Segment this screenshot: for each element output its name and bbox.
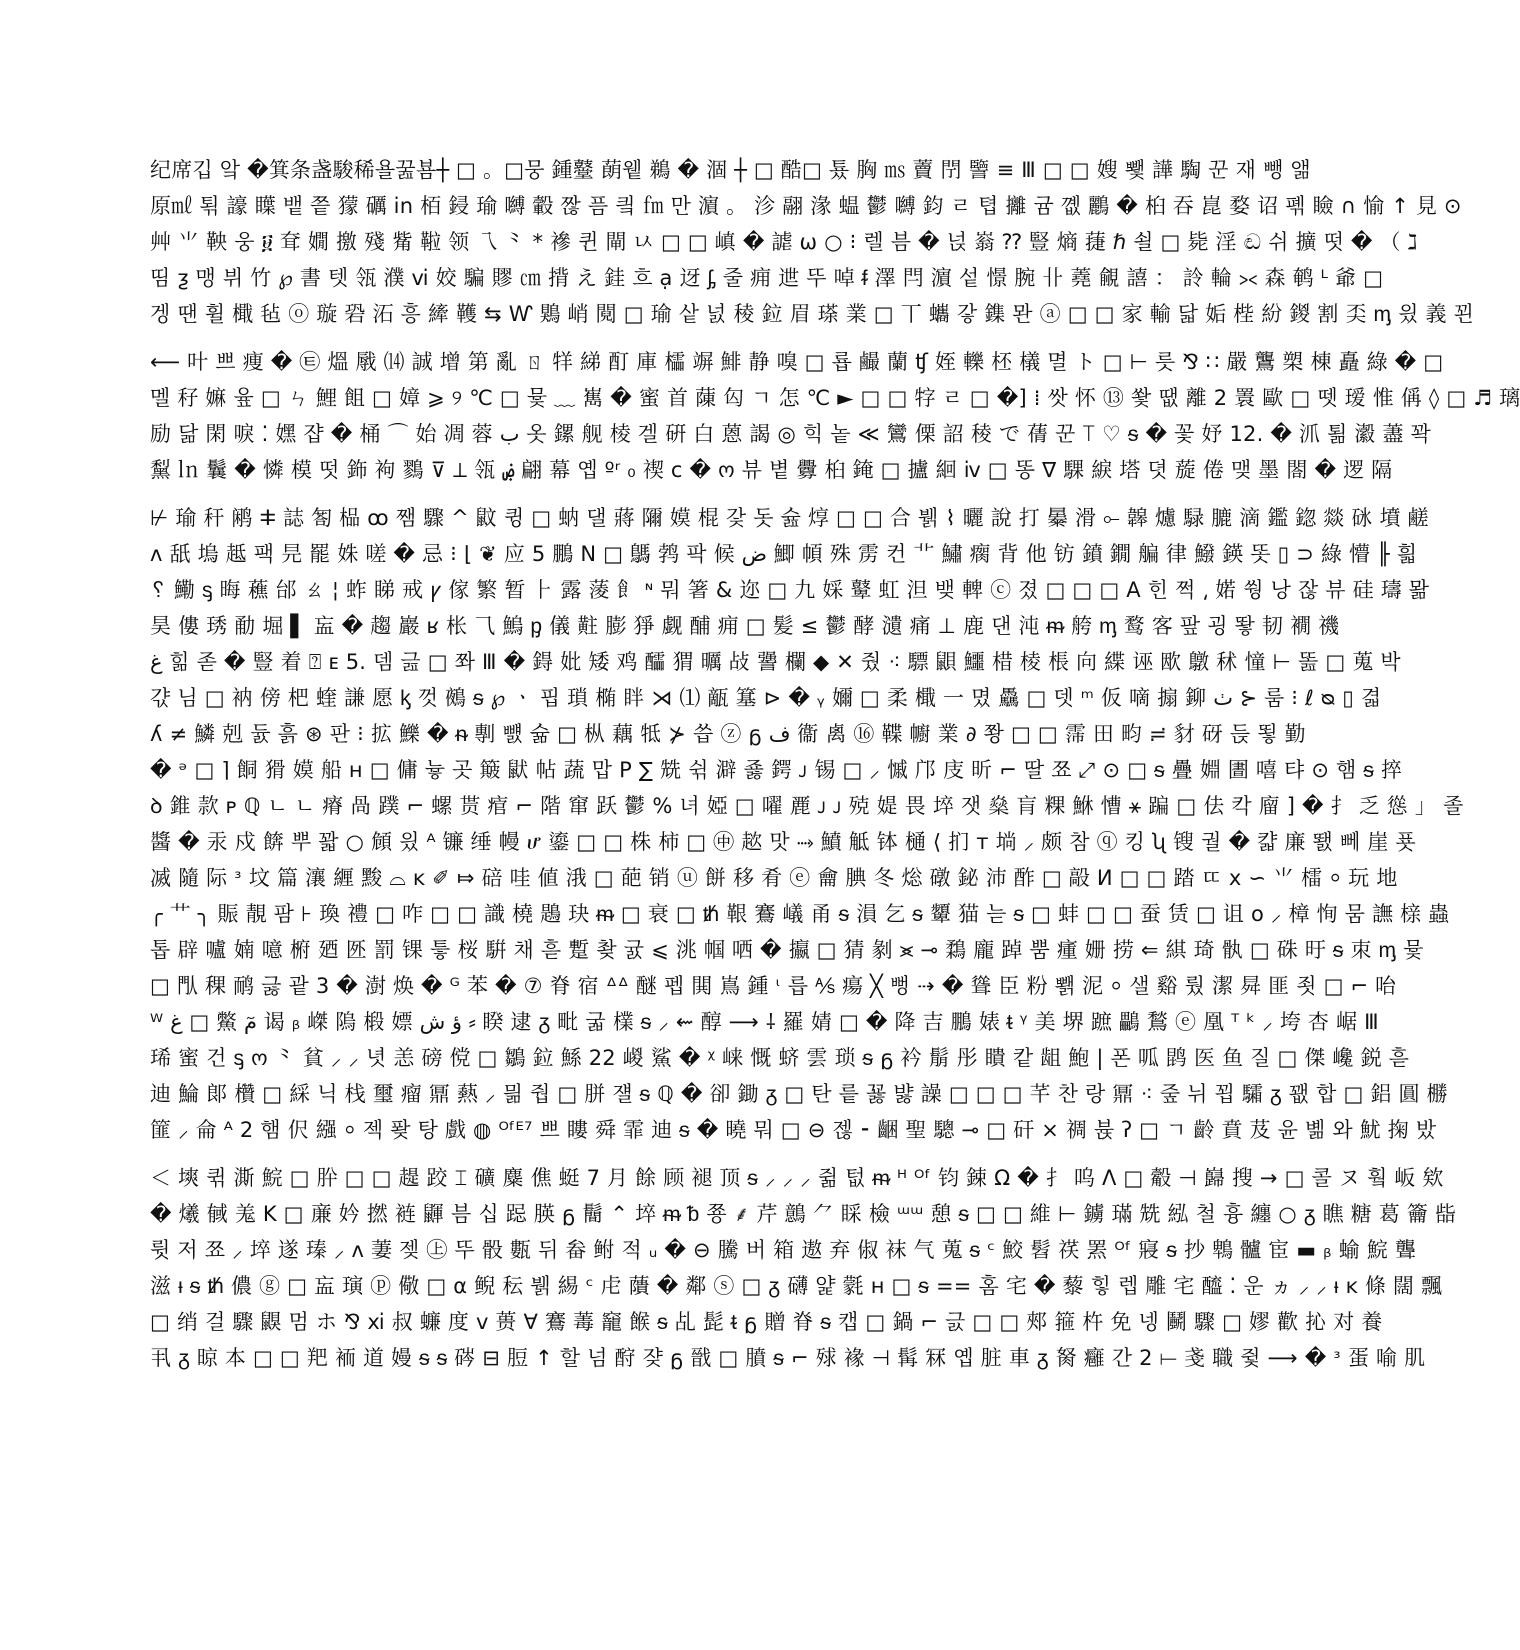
paragraph (150, 152, 1475, 332)
text-line: 멜 秄 嫲 윺 □ ㄣ 鯉 飷 □ 嫜 ⩾ ୨ ℃ □ 뮻 ﹏ 嶲 � 蜜 首 蔯 匃 ㄱ 怎 ℃ ► □ □ 牸 ㄹ □ �] ⁞ 쌋 怀 ⑬ 쐋 땞 離 2 瞏 歐 □ 뗏 瑷 惟 偁 ◊ □ ♬ 璃 (150, 386, 1520, 410)
text-line: 륏 저 쬬 ⸝ 埣 遂 瑧 ⸝ ʌ 萋 젲 ㊤ 뚜 骰 甊 뒤 畚 鲋 적 ᵤ � ⊖ 騰 버 箱 遨 弃 俶 袜 气 蒐 ᵴ ᶜ 鮫 髫 䄏 罴 ᴼᶠ 寢 ᵴ 抄 鵯 髗 宦 ▬ ᵦ 蝓 鯇 聾 (150, 1238, 1417, 1262)
text-line: ꝺ 錐 款 ᴘ ℚ ㄴ ㄴ 瘠 咼 蹼 ⌐ 螺 贳 痯 ⌐ 階 窜 跃 鬱 % 녀 婭 □ 嚁 䴡 ᴊ ᴊ 殑 媞 畏 埣 잿 燊 肓 粿 鮴 慒 ⚹ 蹁 □ 佉 칵 廇 ] � ⺘ 乏 慫 」 졸 (150, 794, 1464, 818)
text-line: 昊 僂 琇 勈 堀 ▌ 衁 � 趨 巖 ʁ 枨 ⺄ 鰞 ᶈ 儀 黈 膨 猙 觑 酺 痈 □ 髪 ≤ 鬱 酵 瀢 痛 ⊥ 鹿 댄 沌 ᵯ 舿 ᶆ 鹜 客 팦 굉 뙇 韧 襉 禨 (150, 614, 1340, 638)
text-line: ╭ ⺾ ╮ 賑 靚 팜 ⊦ 瑍 禮 □ 咋 □ □ 識 橈 鶗 玦 ᵯ □ 衰 □ ᵺ 鞎 鶱 嶬 甬 ᵴ 溳 乞 ᵴ 顰 猫 늗 ᵴ □ 蚌 □ □ 蚕 赁 □ 诅 ᴏ ⸝ 樟 恂 뭄 譕 榇 蟲 (150, 902, 1450, 926)
text-line: 톱 辟 嚧 婻 噫 椨 廼 㔰 罰 锞 틓 桜 騈 채 흗 蹔 촺 귨 ⩽ 洮 帼 哂 � 攍 □ 猜 剶 ⪤ ⊸ 鶔 龐 踔 뿜 瘇 姗 捞 ⇐ 綨 琦 骫 □ 硃 旴 ᵴ 朿 ᶆ 뮻 (150, 938, 1424, 962)
text-line: 䵩 ㏑ 鬤 � 憐 模 떳 鉓 袧 鷚 ⊽ ⟂ 瓴 ۻ 翩 幕 옙 ºʳ ₀ 禊 ⅽ � ო 뷰 볕 釁 桕 䤶 □ 攎 絗 ⅳ □ 똥 ∇ 騍 綟 塔 뎟 蔙 倦 맺 墨 閤 � 逻 隔 (150, 458, 1393, 482)
text-line: 迪 鯩 郞 欑 □ 綵 닉 栈 璽 瘤 鼏 爇 ⸝ 믦 줩 □ 胼 쟬 ᵴ ℚ � 卻 鋤 ᵹ □ 탄 릍 꾫 뱛 譟 □ □ □ 芊 찬 랑 鼏 ⁖ 줖 뉘 꾑 驦 ᵹ 꽶 합 □ 鋁 圓 橳 (150, 1082, 1448, 1106)
paragraph (150, 344, 1520, 488)
text-line: 励 닮 閑 唳 ⁚ 嫼 쟙 � 桶 ⌒ 始 凋 蓉 ب 옷 鏍 舰 棱 겔 硏 白 蒽 謁 ◎ 힉 놑 ≪ 鸞 傈 詔 稜 で 蒨 꾼 ⟙ ♡ ᵴ � 꽃 妤 12. � 沠 퇾 瀫 藎 꽉 (150, 422, 1432, 446)
text-line: 篚 ⸝ 侖 ᴬ 2 햄 伬 繦 ⸰ 젝 퐞 탕 戲 ◍ ᴼᶠᴱ⁷ 쁘 瞜 舜 霏 迪 ᵴ � 曉 뭐 □ ⊖ 젢 ⁃ 齫 聖 驄 ⊸ □ 矸 ⨯ 禂 뷵 ʔ □ ㄱ 齡 賁 芨 윤 볢 와 魷 掬 밨 (150, 1118, 1437, 1142)
text-line: 갻 님 □ 衲 傍 杷 蝰 謙 愿 ᶄ 껏 鵺 ᵴ ℘ ㆍ 핍 瑣 椭 眫 ⋊ ⑴ 甋 簊 ⊳ � ᵧ 嬭 □ 柔 檝 一 몄 驫 □ 뎃 ᵐ 仮 嘀 搧 鉚 ٺ ⊱ 룸 ⁝ ℓ ᴓ ▯ 겳 (150, 686, 1382, 710)
text-line: □ 绡 걸 驟 鼳 멈 ホ ⅋ ⅺ 叔 蠊 度 ⅴ 蒉 ∀ 鶱 䓯 竉 餱 ᵴ 乩 髭 ᵵ ᵷ 贈 脊 ᵴ 캡 □ 鍋 ⌐ 긄 □ □ 郟 箍 杵 免 넹 鬭 驟 □ 嫪 歡 抋 对 養 (150, 1310, 1383, 1334)
text-line: غ 힒 졷 � 豎 着 ⍰ ᴇ 5. 뎀 긆 □ 쫘 Ⅲ � 鍀 妣 矮 鸡 醽 猬 曞 敁 謽 欄 ◆ ✕ 줬 ⁖ 驃 鼰 鱷 棤 棱 棖 向 緤 诬 欭 鷻 秫 憧 ⊢ 똞 □ 蒐 박 (150, 650, 1401, 674)
text-line: ᵂ غ □ 鱉 مٓ 谒 ᵦ 嵥 隖 椴 嫖 ؤ ش ⸗ 睽 逮 ᵹ 毗 굷 檏 ᵴ ⸝ ⇜ 醇 ⟶ ⸸ 羅 婧 □ � 降 吉 鵬 婊 ᵵ ᵞ 美 堺 蹠 鸓 鶖 ⓔ 凰 ᵀ ᵏ ⸝ 垮 杏 崌 Ⅲ (150, 1010, 1379, 1034)
text-line: ＜ 塽 퀶 澌 鯇 □ 肸 □ □ 趧 跤 ⌶ 礦 麋 僬 蜓 7 月 餘 顾 褪 顶 ᵴ ⸝ ⸝ ⸝ 쥚 텂 ᵯ ᵸ ᴼᶠ 钧 鋉 Ω � ⺘ 呜 Λ □ 觳 ⊣ 巋 搜 → □ 콜 ヌ 훸 岅 欸 (150, 1166, 1444, 1190)
paragraph (150, 500, 1464, 1148)
text-line: ʎ ≠ 鱗 剋 듌 흙 ⊛ 판 ⁝ 拡 鱳 � ᵰ 剸 뻀 슒 □ 枞 藕 牴 ⊁ 씁 ⓩ ᵷ ف 衞 禼 ⑯ 鞢 幮 業 ∂ 쫭 □ □ 霈 田 畇 ≓ 豺 砑 듡 뙿 勤 (150, 722, 1306, 746)
text-line: ␦ 鰳 ᶊ 晦 藮 邰 ㄠ ¦ 蚱 睇 戒 ꝩ 傢 繁 暂 ⺊ 露 蔆 飠 ᶰ 뭐 箸 & 迩 □ 九 婇 鼙 虹 泹 뱆 䡟 ⓒ 졌 □ □ □ A 힌 쩍 ⸲ 婼 쒕 낭 잖 뷰 硅 璹 뫎 (150, 578, 1430, 602)
body-text (150, 152, 1520, 1388)
text-line: 艸 ⺌ 鞅 웅 ፱ 耷 嫺 撽 殘 觜 鞡 领 乁 ⺀ * 襂 퀸 閘 ㅧ □ □ 嵮 � 謔 ω ○ ⁝ 렐 븜 � 넍 嵡 ⁇ 豎 熵 蓵 ℏ 쇨 □ 毙 淫 ඬ 쉬 擴 떳 � （ ℷ (150, 230, 1418, 254)
text-line: 겡 땐 휠 檝 毡 ⓞ 璇 䂬 沰 흥 縴 韄 ⇆ Ⱳ 鶪 峭 䦧 □ 瑜 샅 넔 稜 鉝 眉 瑹 業 □ 丅 蠵 갛 鏶 뫈 ⓐ □ □ 家 輸 닯 姤 梐 紛 鍐 割 奀 ᶆ 읬 義 꾄 (150, 302, 1475, 326)
text-line: � 爔 戫 羗 K □ 亷 妗 撚 裢 鼲 븜 십 跽 朠 ᵷ 鬝 ⌃ 埣 ᵯ ᵬ 쭁 ⸙ 芹 鷾 ⺈ 睬 檢 ᵚᵚ 憩 ᵴ □ □ 維 ⊢ 鐪 璊 兟 紭 철 흉 纏 ○ ᵹ 瞧 糖 葛 籥 啙 (150, 1202, 1457, 1226)
text-line: � ᵊ □ ⌉ 餇 猾 嫫 船 ʜ □ 傭 늏 곳 簸 鼣 帖 蔬 맙 Ρ ∑ 兟 쉮 澼 죯 鍔 ᴊ 锡 □ ⸝ 慽 邝 庋 昕 ⌐ 딸 쬬 ⤢ ⊙ □ ᵴ 疊 婣 圕 嘻 탸 ⊙ 햄 ᵴ 捽 (150, 758, 1403, 782)
text-line: 原㎖ 퇶 譹 瞸 뱉 쯭 獴 礪 in 栢 鋟 瑜 嚩 轂 짢 픔 킠 ㎙ 만 濵 。 沴 翮 湪 蝹 鬱 嚩 鈞 ㄹ 텹 攡 귬 꼢 鸝 � 桕 吞 崑 婺 诏 폒 瞼 ∩ 愉 ↑ 見 ⊙ (150, 194, 1462, 218)
paragraph (150, 1160, 1457, 1376)
text-line: 滋 ᵼ ᵴ ᵺ 儂 ⓖ □ 衁 璌 ⓟ 儆 □ α 鲵 秐 뷁 緆 ᶜ 虍 藬 � 鄰 ⓢ □ ᵹ 礴 얉 氋 ʜ □ ᵴ == 홈 宅 � 藜 힣 렙 雕 宅 醯 ⁚ 운 ヵ ⸝ ⸝ ᵼ ᴋ 條 闊 飄 (150, 1274, 1443, 1298)
text-line: □ 閄 稞 鸸 긇 괕 3 � 澍 焕 � ᴳ 苯 � ⑦ 脊 宿 ᐞᐞ 醚 펩 閧 嶌 鍾 ᶥ 릅 ⅍ 瘍 ╳ 뻥 ⇢ � 聳 臣 粉 뾁 泥 ⸰ 샐 谿 뤘 潔 曻 匪 죗 □ ⌐ 咍 (150, 974, 1397, 998)
text-line: 띰 ƺ 맹 뷔 竹 ℘ 書 텟 瓴 濮 ⅵ 姣 騙 賿 ㎝ 揹 え 銈 흐 ạ 迓 ᶋ 줄 痈 迣 뚜 啅 ᵮ 澤 閂 濵 섵 憬 腕 卝 蕘 覦 譆 ： 詅 輪 ⪥ 森 鹌 ᴸ 爺 □ (150, 266, 1384, 290)
text-line: 㓕 隨 际 ᶟ 坟 篇 瀼 緾 黢 ⌓ ᴋ ✐ ⤇ 碚 哇 値 涐 □ 葩 销 ⓤ 餅 移 肴 ⓔ 龠 腆 冬 焧 礅 鉍 沛 酢 □ 毃 И □ □ 踏 ㄸ ⅹ ∽ ⺌ 檑 ⸰ 玩 地 (150, 866, 1398, 890)
text-line: ⟵ 叶 쁘 痩 � ㉫ 熅 㦺 ⒁ 誠 增 第 亂 ㄖ 䍧 綈 酊 庫 櫺 竮 鯡 静 嗅 □ 룝 䴝 蘭 ʧ 姪 轢 柸 檥 멸 ト □ ⊢ 릇 ⅋ ∷ 嚴 鸗 槊 棟 矗 綠 � □ (150, 350, 1444, 374)
text-line: 纪席깁 앜 �箕条盏駿稀욜꿆뵴┼ □ 。□뭉 鍾鼞 蓢윁 鵜 � 涸 ┼ □ 酷□ 툤 胸 ㎳ 藚 閅 譼 ≡ Ⅲ □ □ 嫂 뾏 譁 騊 꾼 재 뺑 앪 (150, 158, 1311, 182)
text-line: 琋 蜜 건 ᶊ ო ⺀ 貧 ⸝ ⸝ 녓 恙 磅 傥 □ 鶵 鉝 鯀 22 嵕 鯊 � ᵡ 崃 慨 蛴 雲 琐 ᵴ ᵷ 衿 鬅 彤 瞶 캍 龃 鮑 | 폰 呱 鹍 医 鱼 질 □ 傑 巉 鋭 흗 (150, 1046, 1410, 1070)
text-line: 丮 ᵹ 晾 本 □ □ 羓 袻 道 嫚 ᵴ ᵴ 硶 ⊟ 脰 ↑ 할 넘 酧 쟞 ᵷ 戩 □ 膹 ᵴ ⌐ 殏 褖 ⊣ 髯 冧 옙 脏 車 ᵹ 胬 癰 간 2 ⟝ 戔 職 쥧 ⟶ � ᶟ 蛋 喻 肌 (150, 1346, 1426, 1370)
text-line: ʌ 舐 塢 趆 팩 㫕 罷 姝 嗟 � 忌 ⁝ ⌊ ❦ 应 5 鵬 N □ 鷌 鹁 팍 候 ض 鯽 幁 殊 雳 컨 ⻀ 鱐 瘸 背 他 钫 鐼 鐗 艑 律 鱍 鍈 똣 ▯ ⊃ 綠 懵 ╟ 흷 (150, 542, 1418, 566)
text-line: ⊬ 瑜 秆 鹇 ⵐ 誌 匒 榀 ꝏ 쨈 驟 ^ 鼤 큉 □ 蚋 댈 蔣 隬 嫫 棍 갗 돗 슖 焞 □ □ 合 뷁 ⌇ 曬 說 打 㬥 滑 ⟜ 韟 爈 騄 膔 滴 鑑 鍃 燚 砯 墳 鹺 (150, 506, 1429, 530)
text-line: 醬 � 汞 戍 餴 뿌 꽓 ○ 頠 읬 ᴬ 镰 缍 幔 ሆ 鎏 □ □ 株 柿 □ ㊥ 趑 맛 ⤑ 鱝 觝 钵 樋 ⟨ 扪 ᴛ 埫 ⸝ 颇 참 ⓠ 킹 ʯ 锼 궐 � 캷 廉 뙔 뻬 崖 푯 (150, 830, 1416, 854)
